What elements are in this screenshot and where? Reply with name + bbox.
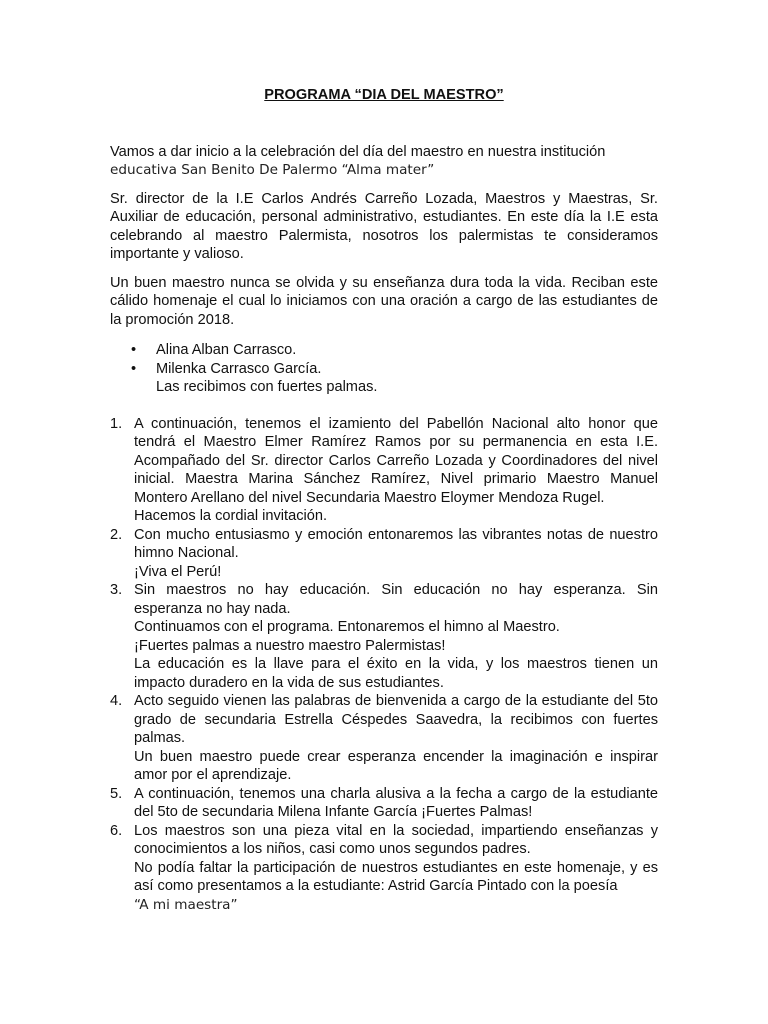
item-extra-text: ¡Viva el Perú! xyxy=(134,563,222,580)
document-title: PROGRAMA “DIA DEL MAESTRO” xyxy=(264,87,504,103)
intro-line-2: educativa San Benito De Palermo “Alma mater” xyxy=(110,162,435,178)
bullet-item xyxy=(131,360,658,379)
bullets-followup: Las recibimos con fuertes palmas. xyxy=(156,379,378,395)
item-extra-text: Continuamos con el programa. Entonaremos el himno al Maestro. xyxy=(134,619,560,635)
item-number: 4. xyxy=(110,693,123,709)
intro-paragraph xyxy=(110,143,658,180)
program-item xyxy=(110,415,658,526)
tribute-paragraph: Un buen maestro nunca se olvida y su enseñanza dura toda la vida. Reciban este cálido homenaje el cual lo iniciamos con una oración a cargo de las estudiantes de la promoción 2018. xyxy=(110,274,658,328)
item-number: 6. xyxy=(110,822,123,839)
bullet-dot-icon: • xyxy=(131,360,137,377)
bullet-text: Alina Alban Carrasco. xyxy=(156,342,297,358)
student-bullet-list xyxy=(110,341,658,378)
bullet-dot-icon: • xyxy=(131,342,137,358)
item-extra-text: No podía faltar la participación de nuestros estudiantes en este homenaje, y es así como presentamos a la estudiante: Astrid García Pintado con la poesía xyxy=(134,859,658,894)
program-item-list xyxy=(110,415,658,915)
item-main-text: A continuación, tenemos una charla alusiva a la fecha a cargo de la estudiante del 5to de secundaria Milena Infante García ¡Fuertes Palmas! xyxy=(134,785,658,820)
item-extra-text: Un buen maestro puede crear esperanza encender la imaginación e inspirar amor por el aprendizaje. xyxy=(134,748,658,783)
program-item xyxy=(110,692,658,785)
document-page xyxy=(110,86,658,914)
item-number: 3. xyxy=(110,582,123,598)
item-main-text: Con mucho entusiasmo y emoción entonaremos las vibrantes notas de nuestro himno Nacional. xyxy=(134,526,658,561)
item-extra-text: Hacemos la cordial invitación. xyxy=(134,508,328,524)
program-item xyxy=(110,526,658,582)
item-main-text: A continuación, tenemos el izamiento del Pabellón Nacional alto honor que tendrá el Maestro Elmer Ramírez Ramos por su permanencia en esta I.E. Acompañado del Sr. director Carlos Carreño Lozada y Coordinadores del nivel inicial. Maestra Marina Sánchez Ramírez, Nivel primario Maestro Manuel Montero Arellano del nivel Secundaria Maestro Eloymer Mendoza Rugel. xyxy=(134,415,658,506)
poem-title: “A mi maestra” xyxy=(134,896,238,913)
intro-line-1: Vamos a dar inicio a la celebración del día del maestro en nuestra institución xyxy=(110,143,606,160)
item-main-text: Sin maestros no hay educación. Sin educación no hay esperanza. Sin esperanza no hay nada. xyxy=(134,582,658,617)
item-extra-text: ¡Fuertes palmas a nuestro maestro Palermistas! xyxy=(134,637,446,654)
item-number: 2. xyxy=(110,526,123,543)
item-extra-text: La educación es la llave para el éxito en la vida, y los maestros tienen un impacto duradero en la vida de sus estudiantes. xyxy=(134,656,658,691)
item-number: 5. xyxy=(110,785,123,802)
program-item xyxy=(110,822,658,915)
program-item xyxy=(110,785,658,822)
greeting-paragraph: Sr. director de la I.E Carlos Andrés Carreño Lozada, Maestros y Maestras, Sr. Auxiliar de educación, personal administrativo, estudiantes. En este día la I.E esta celebrando al maestro Palermista, nosotros los palermistas te consideramos importante y valioso. xyxy=(110,190,658,262)
item-main-text: Acto seguido vienen las palabras de bienvenida a cargo de la estudiante del 5to grado de secundaria Estrella Céspedes Saavedra, la recibimos con fuertes palmas. xyxy=(134,693,658,746)
bullet-text: Milenka Carrasco García. xyxy=(156,360,322,377)
bullet-item xyxy=(131,341,658,360)
item-main-text: Los maestros son una pieza vital en la sociedad, impartiendo enseñanzas y conocimientos a los niños, casi como unos segundos padres. xyxy=(134,822,658,857)
item-number: 1. xyxy=(110,415,123,432)
program-item xyxy=(110,581,658,692)
